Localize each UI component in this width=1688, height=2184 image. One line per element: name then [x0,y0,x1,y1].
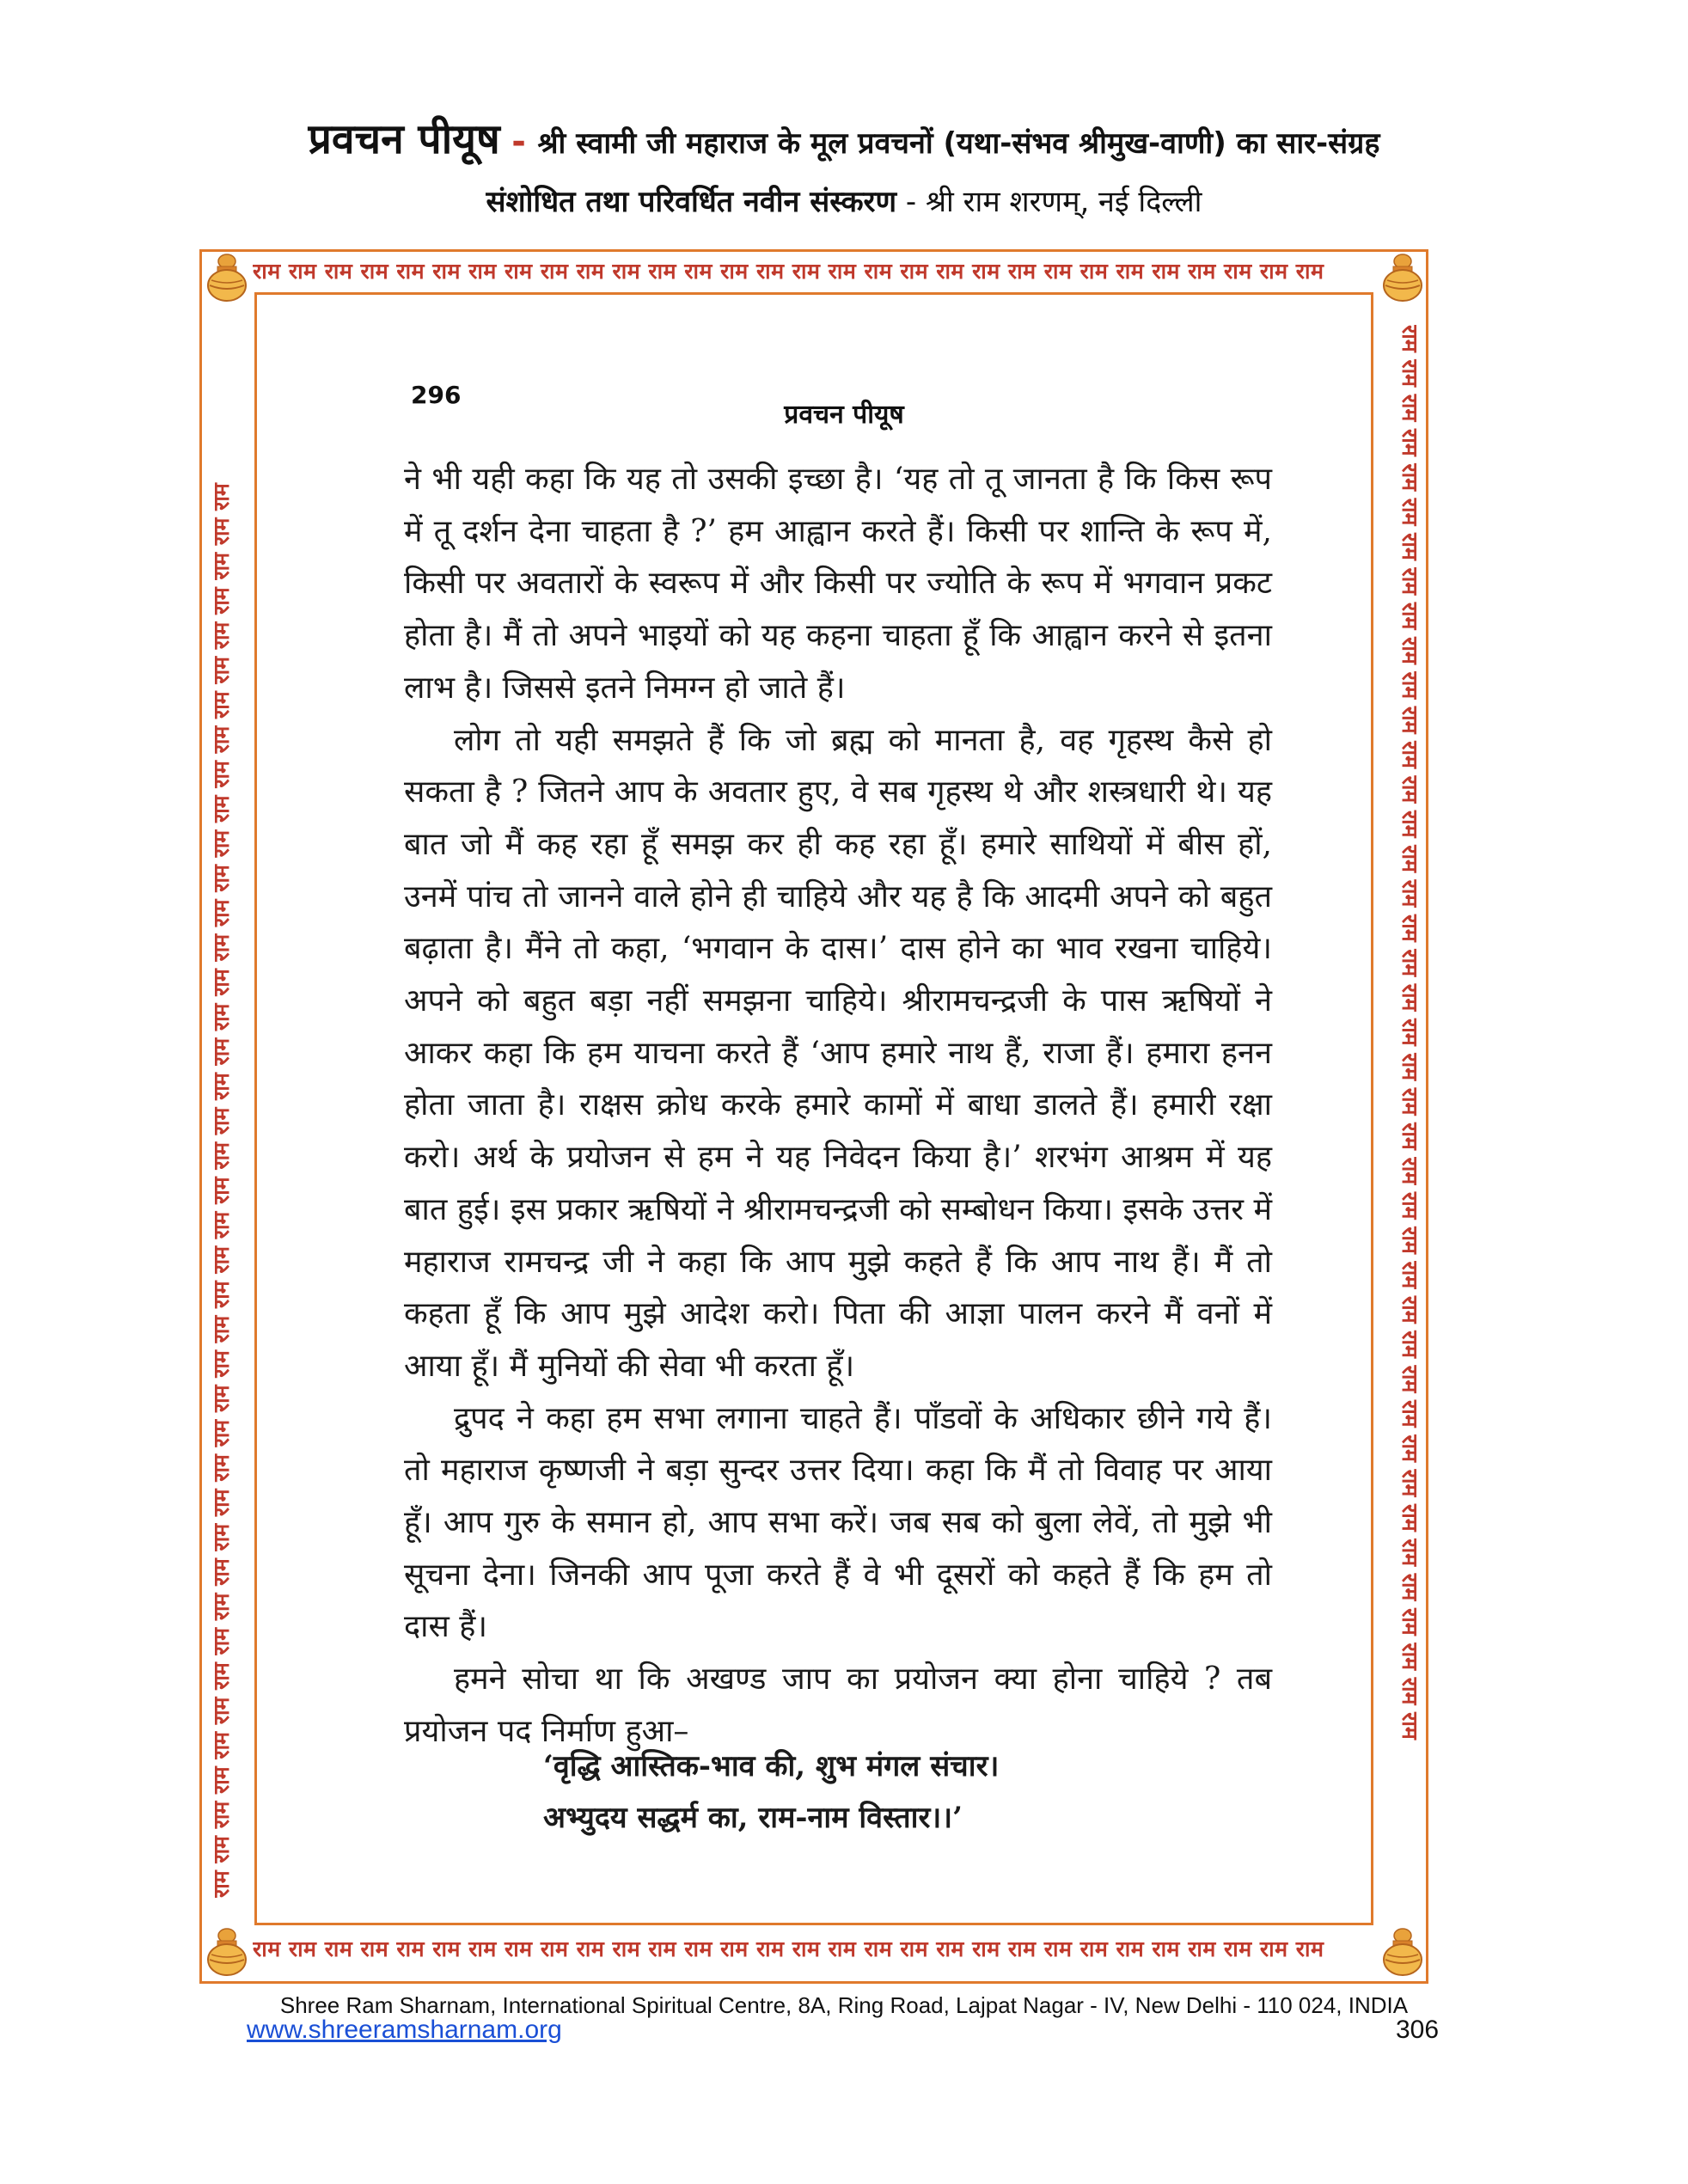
verse-line-1: ‘वृद्धि आस्तिक-भाव की, शुभ मंगल संचार। [543,1749,1000,1783]
edition-separator: - [905,185,917,219]
footer-page-number: 306 [1396,2016,1440,2044]
paragraph-4: हमने सोचा था कि अखण्ड जाप का प्रयोजन क्या होना चाहिये ? तब प्रयोजन पद निर्माण हुआ– [404,1661,1272,1749]
verse-line-2: अभ्युदय सद्धर्म का, राम-नाम विस्तार।।’ [543,1801,963,1835]
paragraph-2: लोग तो यही समझते हैं कि जो ब्रह्म को मानता है, वह गृहस्थ कैसे हो सकता है ? जितने आप के अवतार हुए, वे सब गृहस्थ थे और शस्त्रधारी थे। यह बात जो मैं कह रहा हूँ समझ कर ही कह रहा हूँ। हमारे साथियों में बीस हों, उनमें पांच तो जानने वाले होने ही चाहिये और यह है कि आदमी अपने को बहुत बढ़ाता है। मैंने तो कहा, ‘भगवान के दास।’ दास होने का भाव रखना चाहिये। अपने को बहुत बड़ा नहीं समझना चाहिये। श्रीरामचन्द्रजी के पास ऋषियों ने आकर कहा कि हम याचना करते हैं ‘आप हमारे नाथ हैं, राजा हैं। हमारा हनन होता जाता है। राक्षस क्रोध करके हमारे कामों में बाधा डालते हैं। हमारी रक्षा करो। अर्थ के प्रयोजन से हम ने यह निवेदन किया है।’ शरभंग आश्रम में यह बात हुई। इस प्रकार ऋषियों ने श्रीरामचन्द्रजी को सम्बोधन किया। इसके उत्तर में महाराज रामचन्द्र जी ने कहा कि आप मुझे कहते हैं कि आप नाथ हैं। मैं तो कहता हूँ कि आप मुझे आदेश करो। पिता की आज्ञा पालन करने मैं वनों में आया हूँ। मैं मुनियों की सेवा भी करता हूँ। [404,722,1272,1384]
website-link[interactable]: www.shreeramsharnam.org [247,2016,562,2044]
paragraph-1: ने भी यही कहा कि यह तो उसकी इच्छा है। ‘यह तो तू जानता है कि किस रूप में तू दर्शन देना चाहता है ?’ हम आह्वान करते हैं। किसी पर शान्ति के रूप में, किसी पर अवतारों के स्वरूप में और किसी पर ज्योति के रूप में भगवान प्रकट होता है। मैं तो अपने भाइयों को यह कहना चाहता हूँ कि आह्वान करने से इतना लाभ है। जिससे इतने निमग्न हो जाते हैं। [404,462,1272,706]
ram-border-bottom: राम राम राम राम राम राम राम राम राम राम राम राम राम राम राम राम राम राम राम राम राम राम राम राम राम राम राम राम राम राम [253,1936,1324,1961]
kalash-corner-top-left-icon [203,251,251,304]
ram-border-left: राम राम राम राम राम राम राम राम राम राम राम राम राम राम राम राम राम राम राम राम राम राम राम राम राम राम राम राम राम राम राम राम राम राम राम राम राम राम राम राम राम [209,483,234,1898]
kalash-corner-bottom-left-icon [203,1925,251,1979]
organization-name: श्री राम शरणम्, नई दिल्ली [925,185,1202,219]
kalash-corner-top-right-icon [1379,251,1427,304]
footer-address: Shree Ram Sharnam, International Spiritual Centre, 8A, Ring Road, Lajpat Nagar - IV, New Delhi - 110 024, INDIA [279,1992,1409,2018]
ram-border-right: राम राम राम राम राम राम राम राम राम राम राम राम राम राम राम राम राम राम राम राम राम राम राम राम राम राम राम राम राम राम राम राम राम राम राम राम राम राम राम राम राम [1397,325,1422,1740]
kalash-corner-bottom-right-icon [1379,1925,1427,1979]
document-header [0,110,1688,166]
paragraph-3: द्रुपद ने कहा हम सभा लगाना चाहते हैं। पाँडवों के अधिकार छीने गये हैं। तो महाराज कृष्णजी ने बड़ा सुन्दर उत्तर दिया। कहा कि मैं तो विवाह पर आया हूँ। आप गुरु के समान हो, आप सभा करें। जब सब को बुला लेवें, तो मुझे भी सूचना देना। जिनकी आप पूजा करते हैं वे भी दूसरों को कहते हैं कि हम तो दास हैं। [404,1400,1272,1645]
ram-border-top: राम राम राम राम राम राम राम राम राम राम राम राम राम राम राम राम राम राम राम राम राम राम राम राम राम राम राम राम राम राम [253,259,1324,284]
edition-label: संशोधित तथा परिवर्धित नवीन संस्करण [486,185,897,219]
title-separator: - [511,122,526,162]
verse-block [543,1740,1317,1844]
edition-line [0,180,1688,220]
running-head: प्रवचन पीयूष [784,400,904,430]
book-title: प्रवचन पीयूष [308,115,500,163]
book-page-number: 296 [411,381,462,409]
body-text [404,454,1272,1759]
book-subtitle: श्री स्वामी जी महाराज के मूल प्रवचनों (यथा-संभव श्रीमुख-वाणी) का सार-संग्रह [537,126,1380,161]
